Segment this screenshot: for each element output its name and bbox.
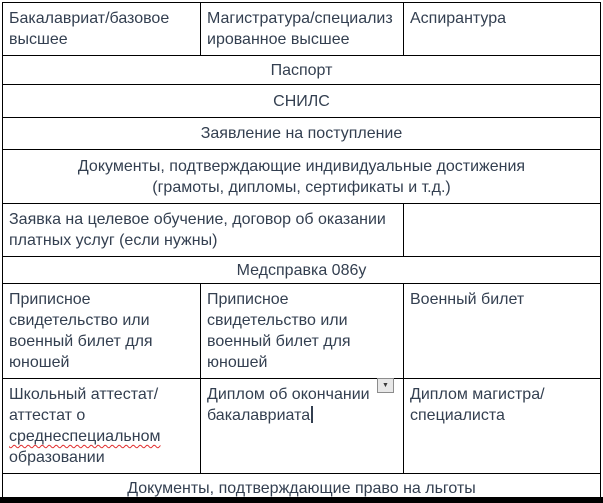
dropdown-button[interactable] bbox=[377, 378, 394, 393]
cell-target-contract[interactable] bbox=[3, 204, 404, 257]
cell-bachelor-header[interactable] bbox=[3, 3, 201, 56]
cell-text: Заявка на целевое обучение, договор об оказании платных услуг (если нужны) bbox=[9, 211, 386, 249]
cell-conscription-master[interactable] bbox=[201, 284, 404, 379]
cell-school-certificate[interactable] bbox=[3, 379, 201, 474]
cell-text: Магистратура/специализированное высшее bbox=[207, 10, 393, 48]
cell-snils[interactable] bbox=[3, 85, 601, 118]
cell-text: Приписное свидетельство или военный билет для юношей bbox=[207, 291, 351, 371]
table-row-diplomas bbox=[3, 379, 601, 474]
cell-postgrad-header[interactable] bbox=[404, 3, 601, 56]
cell-text: Школьный аттестат/аттестат о bbox=[9, 386, 159, 424]
table-row-military bbox=[3, 284, 601, 379]
cell-text: Диплом магистра/специалиста bbox=[410, 386, 545, 424]
table-row-snils bbox=[3, 85, 601, 118]
cell-master-header[interactable] bbox=[201, 3, 404, 56]
table-row-header bbox=[3, 3, 601, 56]
table-row-achievements bbox=[3, 150, 601, 204]
cell-text: Военный билет bbox=[410, 291, 525, 308]
cell-master-diploma[interactable] bbox=[404, 379, 601, 474]
text-cursor bbox=[311, 406, 313, 423]
bottom-edge-bar bbox=[0, 497, 603, 503]
cell-text: СНИЛС bbox=[273, 92, 330, 110]
cell-military-id[interactable] bbox=[404, 284, 601, 379]
cell-bachelor-diploma[interactable] bbox=[201, 379, 404, 474]
cell-text: образовании bbox=[9, 449, 105, 466]
cell-text: Заявление на поступление bbox=[200, 125, 403, 142]
cell-text: Документы, подтверждающие право на льготы bbox=[127, 479, 476, 497]
caret-down-icon: ▼ bbox=[382, 382, 389, 389]
cell-text: Бакалавриат/базовое высшее bbox=[9, 10, 170, 48]
cell-text: Приписное свидетельство или военный билет для юношей bbox=[9, 291, 153, 371]
cell-passport[interactable] bbox=[3, 56, 601, 85]
cell-text: Диплом об окончании бакалавриата bbox=[207, 386, 370, 424]
cell-medical-certificate[interactable] bbox=[3, 257, 601, 284]
misspelled-word: среднеспециальном bbox=[9, 428, 161, 445]
cell-empty[interactable] bbox=[404, 204, 601, 257]
cell-text: Документы, подтверждающие индивидуальные достижения (грамоты, дипломы, сертификаты и т.д.) bbox=[77, 157, 526, 196]
cell-achievements[interactable] bbox=[3, 150, 601, 204]
cell-text: Паспорт bbox=[270, 61, 333, 79]
table-row-medical bbox=[3, 257, 601, 284]
cell-text: Аспирантура bbox=[410, 10, 507, 27]
table-row-application bbox=[3, 118, 601, 150]
cell-text: Медсправка 086у bbox=[236, 261, 367, 279]
table-row-target-contract bbox=[3, 204, 601, 257]
cell-application[interactable] bbox=[3, 118, 601, 150]
table-row-passport bbox=[3, 56, 601, 85]
admission-documents-table bbox=[2, 2, 601, 503]
cell-conscription-bachelor[interactable] bbox=[3, 284, 201, 379]
